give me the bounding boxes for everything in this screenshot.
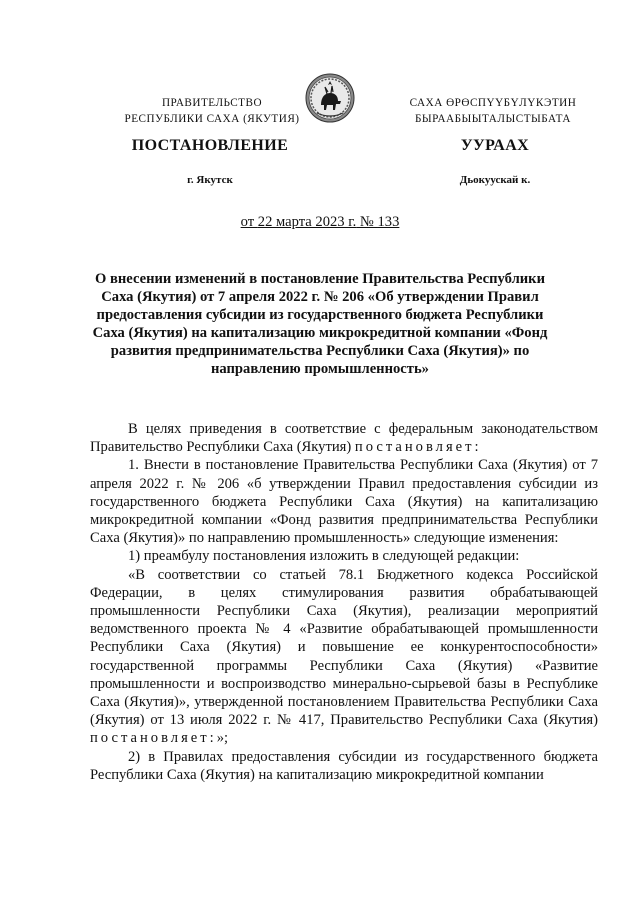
- document-subject: О внесении изменений в постановление Правительства Республики Саха (Якутия) от 7 апреля 2022 г. № 206 «Об утверждении Правил предоставления субсидии из государственного бюджета Республики Саха (Якутия) на капитализацию микрокредитной компании «Фонд развития предпринимательства Республики Саха (Якутия)» по направлению промышленность»: [92, 271, 548, 377]
- org-ru-line-2: РЕСПУБЛИКИ САХА (ЯКУТИЯ): [124, 113, 300, 125]
- new-preamble-resolves: постановляет:: [90, 730, 217, 747]
- document-date-number: [0, 214, 640, 231]
- title-sakha: УУРААХ: [460, 137, 530, 154]
- paragraph-new-preamble: [90, 566, 598, 748]
- city-sakha: Дьокуускай к.: [459, 174, 531, 186]
- document-body: [90, 420, 598, 784]
- new-preamble-text: «В соответствии со статьей 78.1 Бюджетного кодекса Российской Федерации, в целях стимулирования развития обрабатывающей промышленности Республики Саха (Якутия), реализации мероприятий ведомственного проекта № 4 «Развитие обрабатывающей промышленности Республики Саха (Якутия) и повышение ее конкурентоспособности» государственной программы Республики Саха (Якутия) «Развитие промышленности и воспроизводство минерально-сырьевой базы в Республике Саха (Якутия)», утвержденной постановлением Правительства Республики Саха (Якутия) от 13 июля 2022 г. № 417, Правительство Республики Саха (Якутия): [90, 566, 598, 729]
- document-date: 22 марта 2023 г.: [257, 214, 357, 230]
- paragraph-preamble: [90, 420, 598, 456]
- paragraph-subitem-2: 2) в Правилах предоставления субсидии из государственного бюджета Республики Саха (Якутия) на капитализацию микрокредитной компании: [90, 748, 598, 783]
- preamble-text: В целях приведения в соответствие с федеральным законодательством Правительство Республики Саха (Якутия): [90, 421, 598, 456]
- city-russian: г. Якутск: [187, 174, 233, 186]
- new-preamble-end: »;: [216, 730, 229, 747]
- org-ru-line-1: ПРАВИТЕЛЬСТВО: [161, 97, 263, 109]
- title-russian: ПОСТАНОВЛЕНИЕ: [131, 137, 289, 154]
- coat-of-arms-emblem: [305, 73, 355, 123]
- org-name-russian: [96, 95, 328, 127]
- number-prefix: №: [356, 214, 378, 230]
- date-prefix: от: [240, 214, 258, 230]
- org-sakha-line-2: БЫРААБЫЫТАЛЫСТЫБАТА: [414, 113, 572, 125]
- paragraph-item-1: 1. Внести в постановление Правительства Республики Саха (Якутия) от 7 апреля 2022 г. № 206 «б утверждении Правил предоставления субсидии из государственного бюджета Республики Саха (Якутия) на капитализацию микрокредитной компании «Фонд развития предпринимательства Республики Саха (Якутия)» по направлению промышленность» следующие изменения:: [90, 457, 598, 547]
- document-number: 133: [377, 214, 400, 230]
- paragraph-subitem-1: 1) преамбулу постановления изложить в следующей редакции:: [128, 548, 520, 565]
- org-name-sakha: [387, 95, 599, 127]
- org-sakha-line-1: САХА ӨРӨСПҮҮБҮЛҮКЭТИН: [409, 97, 577, 109]
- resolves-spaced: постановляет:: [354, 439, 482, 456]
